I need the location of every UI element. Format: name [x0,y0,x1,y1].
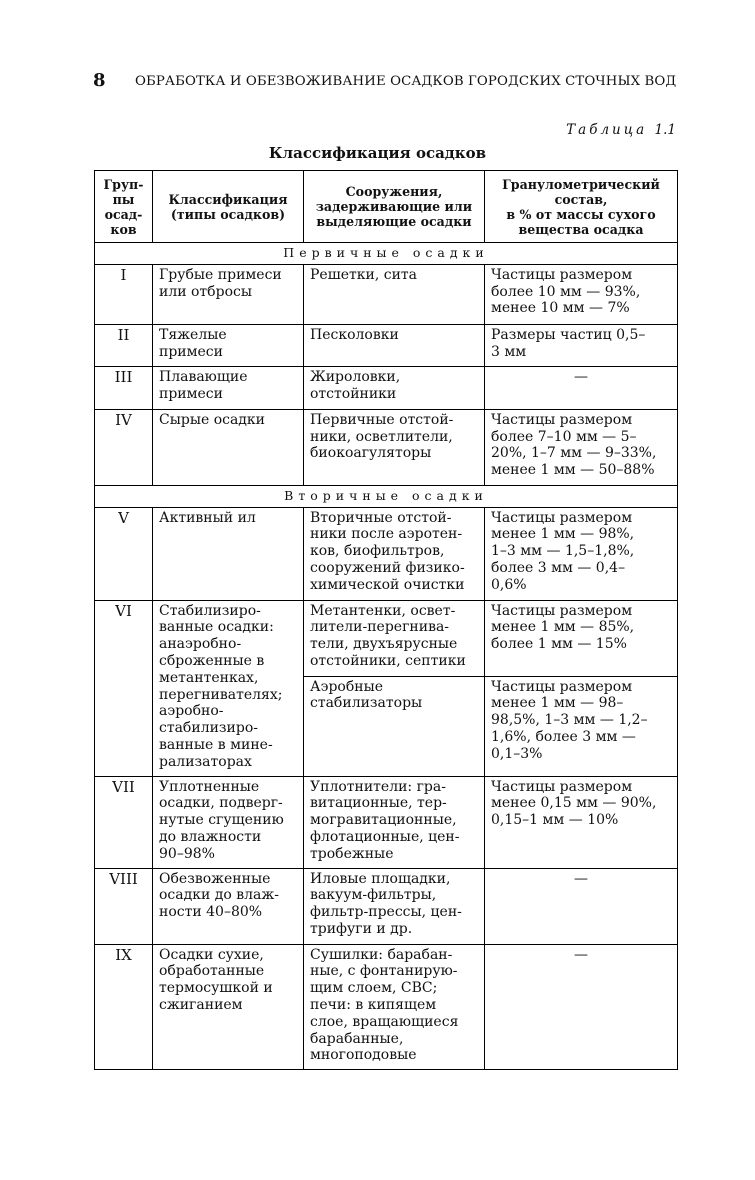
table-row [95,264,678,324]
table-row [95,409,678,485]
granulometry-cell: Частицы размером более 7–10 мм — 5– 20%, 1–7 мм — 9–33%, менее 1 мм — 50–88% [485,409,678,485]
table-label-number: 1.1 [654,122,676,138]
section-row-secondary [95,485,678,507]
granulometry-cell: Размеры частиц 0,5– 3 мм [485,324,678,366]
header-group: Груп- пы осад- ков [95,171,153,243]
facility-cell: Уплотнители: гра- витационные, тер- могравитационные, флотационные, цен- тробежные [304,776,485,868]
group-cell: VII [95,776,153,868]
header-facilities: Сооружения, задерживающие или выделяющие осадки [304,171,485,243]
type-cell: Активный ил [153,507,304,600]
running-title: ОБРАБОТКА И ОБЕЗВОЖИВАНИЕ ОСАДКОВ ГОРОДСКИХ СТОЧНЫХ ВОД [135,74,677,89]
granulometry-cell: — [485,868,678,944]
type-cell: Грубые примеси или отбросы [153,264,304,324]
section-row-primary [95,243,678,265]
group-cell: III [95,366,153,409]
table-header-row [95,171,678,243]
table-row [95,776,678,868]
facility-cell: Песколовки [304,324,485,366]
running-head [93,70,683,94]
facility-cell: Иловые площадки, вакуум-фильтры, фильтр-прессы, цен- трифуги и др. [304,868,485,944]
type-cell: Плавающие примеси [153,366,304,409]
group-cell: II [95,324,153,366]
type-cell: Осадки сухие, обработанные термосушкой и сжиганием [153,944,304,1069]
classification-table [94,170,678,1070]
group-cell: V [95,507,153,600]
section-secondary: Вторичные осадки [95,485,678,507]
table-label-word: Таблица [566,122,648,138]
granulometry-cell: Частицы размером менее 1 мм — 85%, более 1 мм — 15% [485,600,678,676]
type-cell: Обезвоженные осадки до влаж- ности 40–80% [153,868,304,944]
table-row [95,507,678,600]
granulometry-cell: Частицы размером менее 1 мм — 98%, 1–3 мм — 1,5–1,8%, более 3 мм — 0,4– 0,6% [485,507,678,600]
facility-cell: Решетки, сита [304,264,485,324]
facility-cell: Метантенки, освет- лители-перегнива- тели, двухъярусные отстойники, септики [304,600,485,676]
granulometry-cell: Частицы размером более 10 мм — 93%, менее 10 мм — 7% [485,264,678,324]
group-cell: VI [95,600,153,776]
granulometry-cell: Частицы размером менее 0,15 мм — 90%, 0,15–1 мм — 10% [485,776,678,868]
table-row [95,944,678,1069]
facility-cell: Сушилки: барабан- ные, с фонтанирую- щим слоем, СВС; печи: в кипящем слое, вращающиеся барабанные, многоподовые [304,944,485,1069]
type-cell: Стабилизиро- ванные осадки: анаэробно- сброженные в метантенках, перегнивателях; аэробно- стабилизиро- ванные в мине- рализаторах [153,600,304,776]
granulometry-cell: — [485,944,678,1069]
granulometry-cell: Частицы размером менее 1 мм — 98– 98,5%, 1–3 мм — 1,2– 1,6%, более 3 мм — 0,1–3% [485,676,678,776]
header-granulometry: Гранулометрический состав, в % от массы сухого вещества осадка [485,171,678,243]
table-label [566,122,676,138]
header-classification: Классификация (типы осадков) [153,171,304,243]
type-cell: Тяжелые примеси [153,324,304,366]
facility-cell: Жироловки, отстойники [304,366,485,409]
type-cell: Уплотненные осадки, подверг- нутые сгущению до влажности 90–98% [153,776,304,868]
facility-cell: Аэробные стабилизаторы [304,676,485,776]
table-row [95,600,678,676]
page-number: 8 [93,70,106,91]
group-cell: IV [95,409,153,485]
group-cell: VIII [95,868,153,944]
group-cell: IX [95,944,153,1069]
facility-cell: Первичные отстой- ники, осветлители, биокоагуляторы [304,409,485,485]
facility-cell: Вторичные отстой- ники после аэротен- ков, биофильтров, сооружений физико- химической очистки [304,507,485,600]
table-row [95,324,678,366]
section-primary: Первичные осадки [95,243,678,265]
type-cell: Сырые осадки [153,409,304,485]
table-caption: Классификация осадков [268,144,487,162]
table-row [95,868,678,944]
group-cell: I [95,264,153,324]
table-row [95,366,678,409]
granulometry-cell: — [485,366,678,409]
